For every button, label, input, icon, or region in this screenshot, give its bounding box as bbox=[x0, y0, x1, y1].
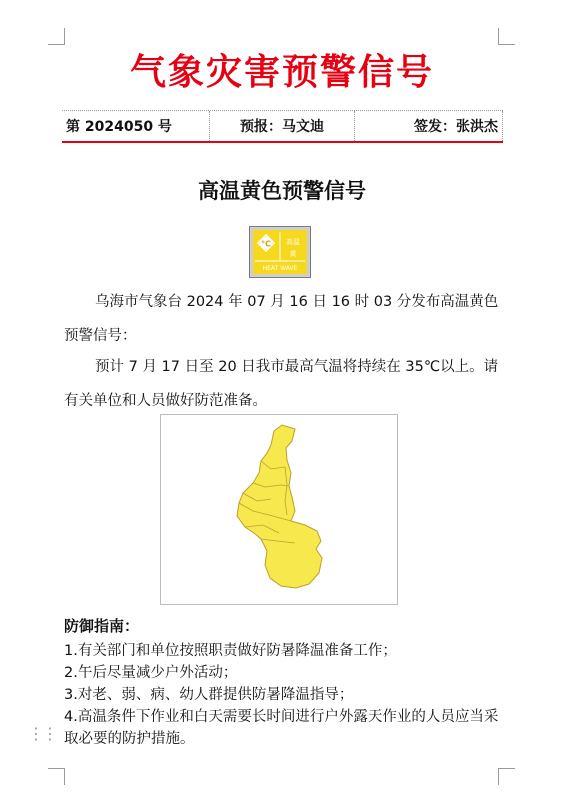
svg-text:°C: °C bbox=[261, 239, 271, 249]
warning-area-map bbox=[160, 414, 398, 605]
drag-handle-icon[interactable]: ⋮⋮ bbox=[28, 724, 56, 743]
forecast-paragraph: 预计 7 月 17 日至 20 日我市最高气温将持续在 35℃以上。请有关单位和人员做好防范准备。 bbox=[64, 359, 499, 409]
issuer-field: 签发：张洪杰 bbox=[354, 111, 503, 141]
icon-text-top: 高温 bbox=[286, 238, 300, 246]
guidance-title: 防御指南： bbox=[64, 617, 140, 635]
map-region-outline bbox=[237, 425, 322, 588]
guidance-list bbox=[64, 640, 504, 750]
guidance-item: 2.午后尽量减少户外活动； bbox=[64, 665, 238, 681]
guidance-item: 3.对老、弱、病、幼人群提供防暑降温指导； bbox=[64, 687, 354, 703]
issue-info-table bbox=[62, 110, 503, 143]
guidance-item: 4.高温条件下作业和白天需要长时间进行户外露天作业的人员应当采取必要的防护措施。 bbox=[64, 709, 499, 747]
document-header-title: 气象灾害预警信号 bbox=[129, 51, 434, 93]
forecaster-field: 预报：马文迪 bbox=[209, 111, 353, 141]
crop-mark-bottom-right bbox=[498, 768, 515, 785]
issuance-paragraph: 乌海市气象台 2024 年 07 月 16 日 16 时 03 分发布高温黄色预警信号： bbox=[64, 294, 499, 344]
issue-number: 第 2024050 号 bbox=[66, 119, 172, 135]
icon-text-en: HEAT WAVE bbox=[262, 265, 298, 272]
heat-wave-yellow-icon bbox=[249, 226, 311, 278]
guidance-item: 1.有关部门和单位按照职责做好防暑降温准备工作； bbox=[64, 643, 397, 659]
crop-mark-top-left bbox=[48, 28, 65, 45]
crop-mark-top-right bbox=[498, 28, 515, 45]
icon-text-bottom: 黄 bbox=[289, 250, 297, 258]
crop-mark-bottom-left bbox=[48, 768, 65, 785]
signal-title: 高温黄色预警信号 bbox=[198, 179, 366, 203]
